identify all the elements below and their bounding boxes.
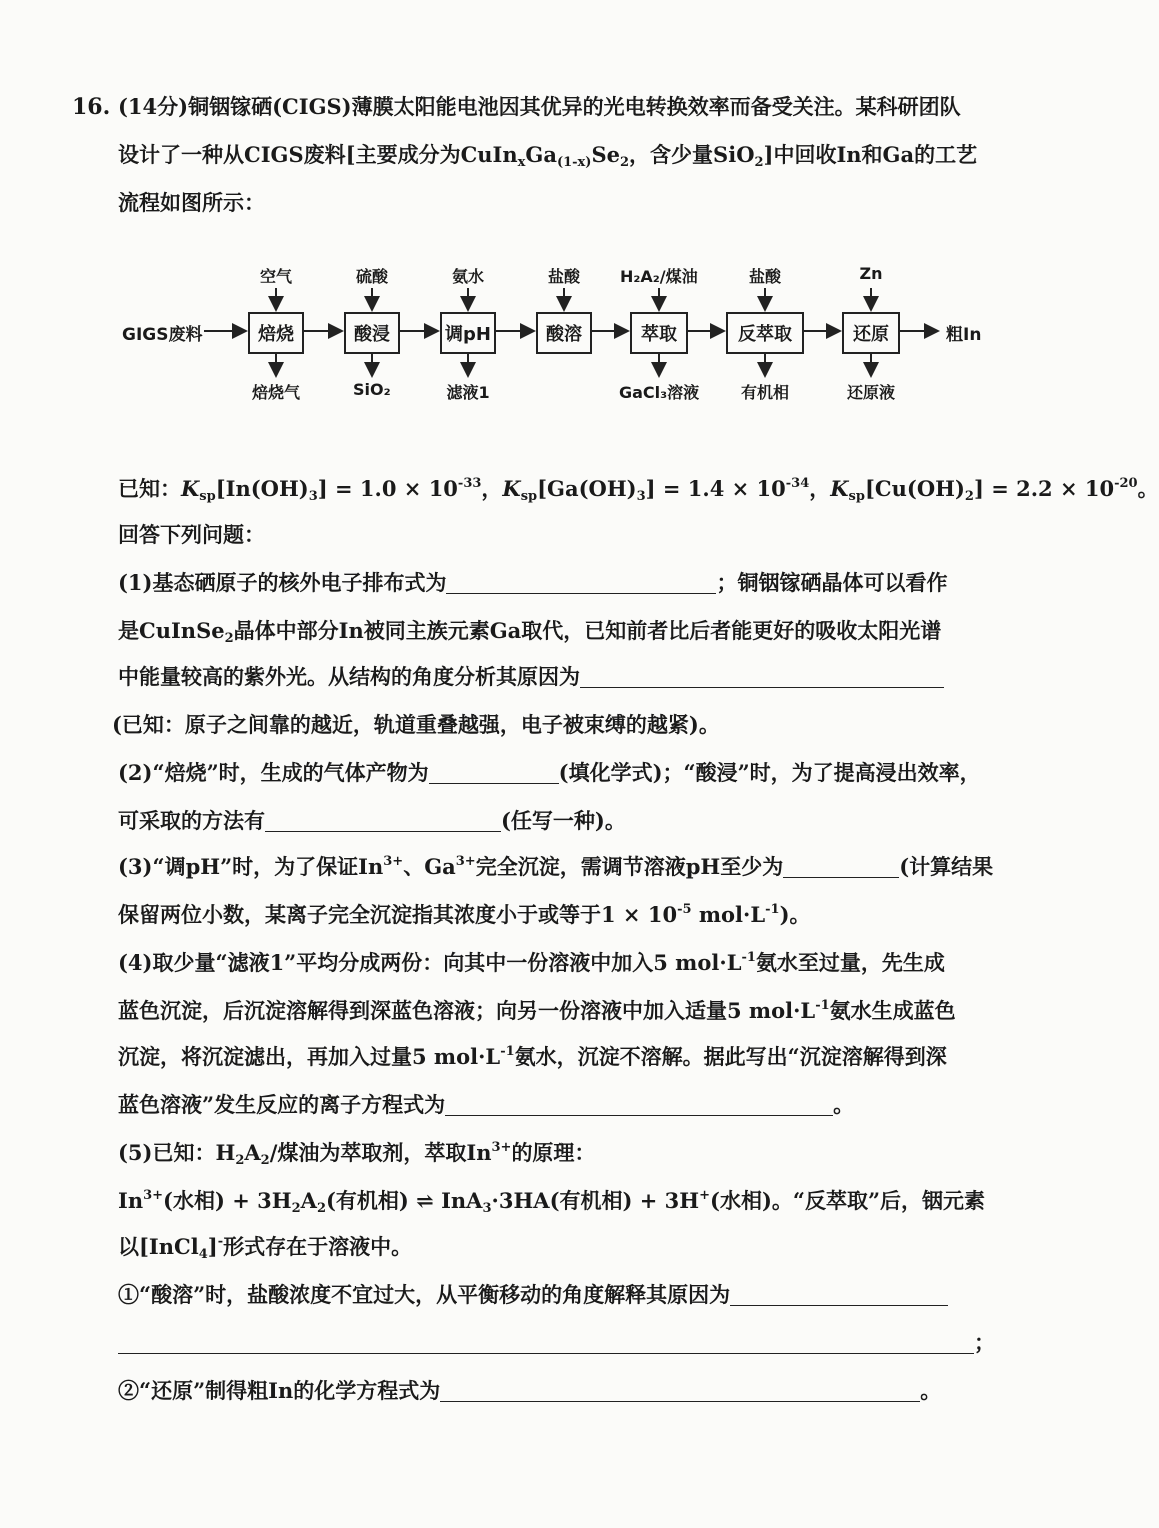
q2-text-2a: 可采取的方法有	[118, 808, 265, 833]
q1-answer-blank-1[interactable]	[446, 571, 716, 594]
q3-answer-blank[interactable]	[783, 855, 899, 878]
q5-sub-1: 2	[235, 1153, 245, 1168]
q3-text-1b: 、Ga	[403, 854, 456, 879]
q5-text-2b: (水相) + 3H	[163, 1188, 292, 1213]
ksp-in-label: [In(OH)	[215, 476, 309, 501]
q1-line-1	[118, 568, 947, 598]
q5-sub-4: 2	[316, 1201, 326, 1216]
sep-1: ，	[481, 476, 503, 501]
ksp-ga-sub: 3	[636, 489, 646, 504]
ksp-cu-exp: -20	[1114, 476, 1138, 491]
known-prefix: 已知：	[118, 476, 181, 501]
sep-2: ，	[809, 476, 831, 501]
flow-step-input-label: 空气	[260, 267, 293, 286]
q4-text-4b: 。	[833, 1092, 855, 1117]
ksp-ga-exp: -34	[785, 476, 810, 491]
flow-step-output-label: 滤液1	[446, 383, 490, 402]
q3-line-2	[118, 900, 811, 930]
q5-text-4: ①“酸溶”时，盐酸浓度不宜过大，从平衡移动的角度解释其原因为	[118, 1282, 731, 1307]
known-end: 。	[1137, 476, 1159, 501]
flow-step-output-label: 有机相	[741, 383, 790, 402]
ksp-in-exp: -33	[457, 476, 482, 491]
q3-text-2c: )。	[779, 902, 811, 927]
q5-text-1b: A	[244, 1140, 261, 1165]
q4-line-2	[118, 996, 956, 1026]
q1-line-4	[112, 710, 720, 740]
q5-line-2	[118, 1186, 985, 1216]
q5-sub-3: 2	[291, 1201, 301, 1216]
q5-sub-2: 2	[260, 1153, 270, 1168]
q1-text-2b: 晶体中部分In被同主族元素Ga取代，已知前者比后者能更好的吸收太阳光谱	[233, 618, 942, 643]
ksp-ga-value: ] = 1.4 × 10	[645, 476, 786, 501]
q5-sub-5: 3	[482, 1201, 492, 1216]
sub-2: 2	[620, 155, 630, 170]
q1-text-1a: (1)基态硒原子的核外电子排布式为	[118, 570, 447, 595]
ksp-3: K	[830, 476, 849, 501]
q5-sub-6: 4	[198, 1247, 208, 1262]
q3-text-1d: (计算结果	[899, 854, 994, 879]
flow-step-output-label: 还原液	[847, 383, 896, 402]
known-line	[118, 474, 1159, 504]
q5-sup-4: -	[217, 1234, 224, 1249]
q5-answer-blank-3[interactable]	[440, 1379, 920, 1402]
q5-text-5: ；	[974, 1330, 995, 1355]
q5-line-1	[118, 1138, 595, 1168]
q1-text-3: 中能量较高的紫外光。从结构的角度分析其原因为	[118, 664, 580, 689]
q5-text-1a: (5)已知：H	[118, 1140, 236, 1165]
q4-line-4	[118, 1090, 854, 1120]
q5-sup-1: 3+	[491, 1140, 512, 1155]
q4-text-3a: 沉淀，将沉淀滤出，再加入过量5 mol·L	[118, 1044, 501, 1069]
q5-text-3c: 形式存在于溶液中。	[223, 1234, 413, 1259]
q3-text-1c: 完全沉淀，需调节溶液pH至少为	[475, 854, 784, 879]
q4-exp-3: -1	[500, 1044, 515, 1059]
q3-line-1	[118, 852, 993, 882]
intro-text-2a: 设计了一种从CIGS废料[主要成分为CuIn	[118, 142, 518, 167]
q4-exp-2: -1	[815, 998, 830, 1013]
flow-step-input-label: H₂A₂/煤油	[620, 267, 698, 286]
q5-text-3b: ]	[207, 1234, 218, 1259]
q3-text-1a: (3)“调pH”时，为了保证In	[118, 854, 384, 879]
ksp-cu-sub: 2	[964, 489, 974, 504]
sub-1-x: (1-x)	[556, 155, 592, 170]
ksp-ga-label: [Ga(OH)	[537, 476, 637, 501]
sub-2b: 2	[754, 155, 764, 170]
flow-output: 粗In	[946, 325, 982, 345]
sub-x: x	[517, 155, 526, 170]
q5-answer-blank-2[interactable]	[118, 1331, 974, 1354]
flow-step-box: 反萃取	[726, 312, 804, 354]
q4-text-2b: 氨水生成蓝色	[829, 998, 956, 1023]
answer-prompt-text: 回答下列问题：	[118, 522, 265, 547]
flow-step-box: 调pH	[440, 312, 496, 354]
intro-text-2c: Se	[591, 142, 620, 167]
q4-text-3b: 氨水，沉淀不溶解。据此写出“沉淀溶解得到深	[514, 1044, 947, 1069]
q2-answer-blank-2[interactable]	[265, 809, 501, 832]
q5-line-6	[118, 1376, 941, 1406]
q5-text-6a: ②“还原”制得粗In的化学方程式为	[118, 1378, 441, 1403]
q1-text-1b: ；铜铟镓硒晶体可以看作	[716, 570, 948, 595]
ksp-sub-3: sp	[848, 489, 865, 504]
ksp-in-value: ] = 1.0 × 10	[317, 476, 458, 501]
q4-text-2a: 蓝色沉淀，后沉淀溶解得到深蓝色溶液；向另一份溶液中加入适量5 mol·L	[118, 998, 816, 1023]
ksp-2: K	[502, 476, 521, 501]
q2-text-2b: (任写一种)。	[501, 808, 626, 833]
flow-step-box: 萃取	[630, 312, 688, 354]
intro-text-2d: ，含少量SiO	[629, 142, 755, 167]
q5-text-1d: 的原理：	[511, 1140, 596, 1165]
flow-step-box: 酸溶	[536, 312, 592, 354]
q3-sup-1: 3+	[383, 854, 404, 869]
q5-line-4	[118, 1280, 948, 1310]
q1-text-4: (已知：原子之间靠的越近，轨道重叠越强，电子被束缚的越紧)。	[112, 712, 720, 737]
q2-text-1b: (填化学式)；“酸浸”时，为了提高浸出效率，	[558, 760, 981, 785]
q1-sub: 2	[224, 631, 234, 646]
q5-text-1c: /煤油为萃取剂，萃取In	[269, 1140, 492, 1165]
q4-line-1	[118, 948, 945, 978]
q1-answer-blank-2[interactable]	[580, 665, 944, 688]
q5-text-6b: 。	[920, 1378, 942, 1403]
q5-text-2a: In	[118, 1188, 144, 1213]
q4-text-1a: (4)取少量“滤液1”平均分成两份：向其中一份溶液中加入5 mol·L	[118, 950, 742, 975]
q1-text-2a: 是CuInSe	[118, 618, 225, 643]
score: (14分)	[118, 94, 189, 119]
ksp-cu-label: [Cu(OH)	[864, 476, 965, 501]
q2-answer-blank-1[interactable]	[429, 761, 559, 784]
q5-line-5	[118, 1328, 995, 1358]
q2-line-1	[118, 758, 981, 788]
flow-step-box: 酸浸	[344, 312, 400, 354]
intro-text-2b: Ga	[525, 142, 557, 167]
flow-step-input-label: 氨水	[452, 267, 485, 286]
flow-step-input-label: Zn	[859, 264, 883, 283]
q3-exp-2: -1	[765, 902, 780, 917]
flow-step-box: 还原	[842, 312, 900, 354]
q5-text-2d: (有机相) ⇌ InA	[325, 1188, 483, 1213]
q2-line-2	[118, 806, 626, 836]
flow-step-input-label: 盐酸	[749, 267, 782, 286]
q5-text-2e: ·3HA(有机相) + 3H	[491, 1188, 700, 1213]
q2-text-1a: (2)“焙烧”时，生成的气体产物为	[118, 760, 429, 785]
intro-text-2e: ]中回收In和Ga的工艺	[763, 142, 978, 167]
q5-text-2f: (水相)。“反萃取”后，铟元素	[710, 1188, 986, 1213]
ksp-1: K	[181, 476, 200, 501]
q5-sup-3: +	[699, 1188, 711, 1203]
flow-input: GIGS废料	[122, 325, 203, 345]
question-number-text: 16.	[72, 94, 111, 120]
q3-sup-2: 3+	[455, 854, 476, 869]
q3-exp-1: -5	[677, 902, 692, 917]
q5-text-3a: 以[InCl	[118, 1234, 199, 1259]
flow-step-output-label: GaCl₃溶液	[619, 383, 700, 402]
ksp-sub-1: sp	[199, 489, 216, 504]
q3-text-2a: 保留两位小数，某离子完全沉淀指其浓度小于或等于1 × 10	[118, 902, 678, 927]
q4-text-4a: 蓝色溶液”发生反应的离子方程式为	[118, 1092, 446, 1117]
q4-text-1b: 氨水至过量，先生成	[755, 950, 945, 975]
intro-text-1: 铜铟镓硒(CIGS)薄膜太阳能电池因其优异的光电转换效率而备受关注。某科研团队	[188, 94, 961, 119]
answer-prompt	[118, 520, 265, 550]
flow-step-output-label: SiO₂	[353, 380, 391, 399]
q5-text-2c: A	[300, 1188, 317, 1213]
ksp-in-sub: 3	[308, 489, 318, 504]
intro-text-3: 流程如图所示：	[118, 190, 265, 215]
q5-answer-blank-1[interactable]	[730, 1283, 948, 1306]
q1-line-2	[118, 616, 941, 646]
ksp-sub-2: sp	[520, 489, 538, 504]
q1-line-3	[118, 662, 944, 692]
flow-step-input-label: 硫酸	[356, 267, 389, 286]
q4-exp-1: -1	[741, 950, 756, 965]
q4-answer-blank[interactable]	[445, 1093, 833, 1116]
flowchart-arrows	[0, 0, 1080, 420]
flow-step-box: 焙烧	[248, 312, 304, 354]
q5-line-3	[118, 1232, 412, 1262]
q4-line-3	[118, 1042, 947, 1072]
q5-sup-2: 3+	[143, 1188, 164, 1203]
flow-step-input-label: 盐酸	[548, 267, 581, 286]
q3-text-2b: mol·L	[691, 902, 766, 927]
flow-step-output-label: 焙烧气	[252, 383, 301, 402]
ksp-cu-value: ] = 2.2 × 10	[973, 476, 1115, 501]
